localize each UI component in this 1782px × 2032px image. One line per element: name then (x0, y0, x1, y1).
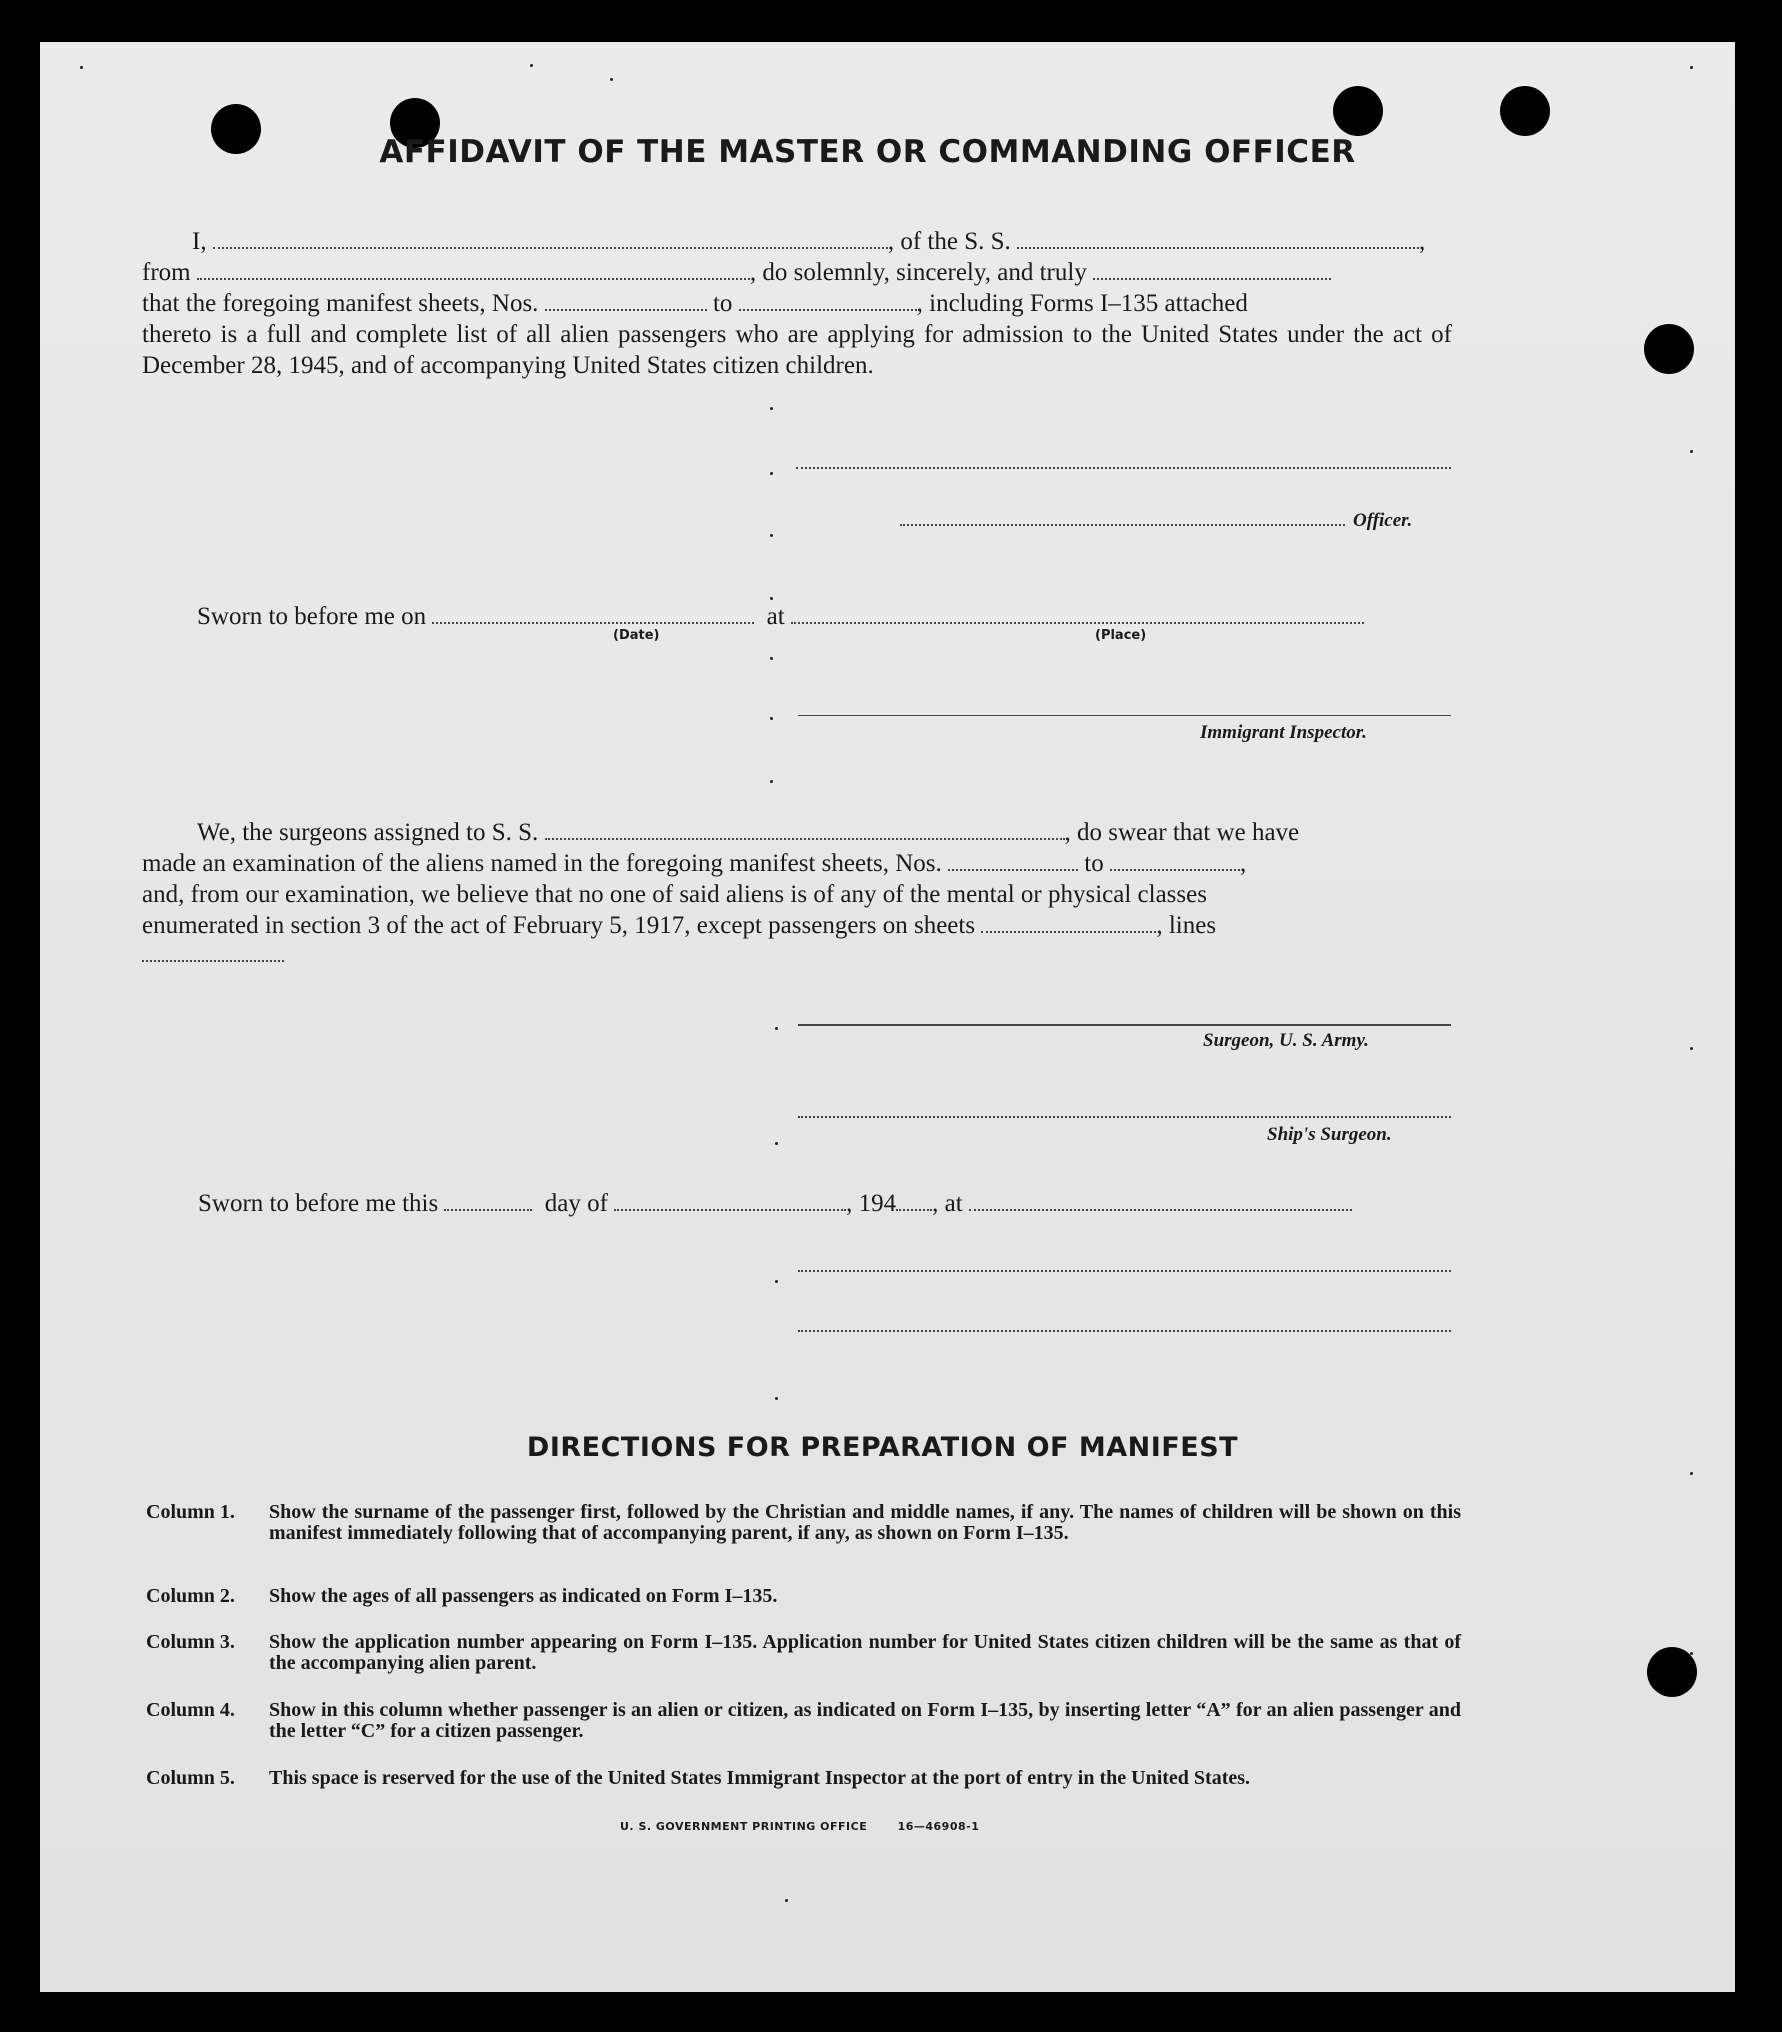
direction-text: Show the application number appearing on Form I–135. Application number for United States citizen children will be the same as that of the accompanying alien parent. (269, 1631, 1461, 1674)
text: Sworn to before me on (197, 603, 427, 630)
place-caption: (Place) (1095, 628, 1147, 643)
dust-speck (1690, 1652, 1693, 1655)
army-surgeon-label: Surgeon, U. S. Army. (1203, 1030, 1369, 1051)
text: , (1419, 228, 1426, 255)
text: enumerated in section 3 of the act of February 5, 1917, except passengers on sheets (142, 912, 976, 939)
dust-speck (785, 1899, 788, 1902)
dust-speck (770, 780, 773, 783)
dust-speck (1690, 450, 1693, 453)
ships-surgeon-label: Ship's Surgeon. (1267, 1124, 1392, 1145)
printer-name: U. S. GOVERNMENT PRINTING OFFICE (620, 1820, 868, 1833)
officer-name-line[interactable] (900, 524, 1345, 526)
sworn-line-1 (197, 601, 1364, 632)
dust-speck (775, 1027, 778, 1030)
signature-line[interactable] (798, 1270, 1451, 1272)
direction-label: Column 1. (146, 1501, 235, 1523)
direction-text: Show in this column whether passenger is an alien or citizen, as indicated on Form I–135, by inserting letter “A” for an alien passenger and the letter “C” for a citizen passenger. (269, 1699, 1461, 1742)
dust-speck (80, 66, 83, 69)
officer-label: Officer. (1353, 510, 1413, 531)
dust-speck (1690, 1472, 1693, 1475)
inspector-signature-line[interactable] (798, 715, 1451, 716)
sworn-line-2 (198, 1188, 1352, 1219)
sworn-month-field[interactable] (614, 1189, 846, 1211)
text: made an examination of the aliens named in the foregoing manifest sheets, Nos. (142, 850, 942, 877)
surgeons-line-2 (142, 848, 1246, 879)
dust-speck (770, 407, 773, 410)
exam-sheet-from-field[interactable] (948, 849, 1078, 871)
direction-item (146, 1700, 1461, 1742)
signature-line[interactable] (798, 1330, 1451, 1332)
text: at (766, 603, 785, 630)
sworn-day-field[interactable] (444, 1189, 532, 1211)
affidavit-line-2 (142, 257, 1331, 288)
surgeons-line-1 (197, 817, 1299, 848)
oath-field[interactable] (1093, 258, 1331, 280)
directions-title: DIRECTIONS FOR PREPARATION OF MANIFEST (526, 1432, 1239, 1463)
text: , do swear that we have (1064, 819, 1300, 846)
sworn-place-field[interactable] (791, 602, 1364, 624)
sheet-to-field[interactable] (739, 289, 917, 311)
date-caption: (Date) (613, 628, 660, 643)
text: day of (544, 1190, 608, 1217)
dust-speck (770, 534, 773, 537)
text: to (712, 290, 733, 317)
punch-hole (1644, 324, 1694, 374)
text: , 194 (846, 1190, 897, 1217)
direction-item (146, 1502, 1461, 1544)
text: to (1084, 850, 1104, 877)
dust-speck (1690, 1047, 1693, 1050)
punch-hole (1500, 86, 1550, 136)
sworn-date-field[interactable] (432, 602, 754, 624)
form-code: 16—46908-1 (897, 1820, 980, 1833)
dust-speck (770, 657, 773, 660)
direction-label: Column 3. (146, 1631, 235, 1653)
text: Sworn to before me this (198, 1190, 439, 1217)
dust-speck (610, 78, 613, 81)
ships-surgeon-signature-line[interactable] (798, 1116, 1451, 1118)
dust-speck (775, 1142, 778, 1145)
sworn-location-field[interactable] (969, 1189, 1352, 1211)
affidavit-line-3 (142, 288, 1248, 319)
form-page (40, 42, 1735, 1992)
sworn-year-field[interactable] (896, 1189, 932, 1211)
exam-sheet-to-field[interactable] (1110, 849, 1240, 871)
printer-imprint (620, 1820, 979, 1833)
signature-line[interactable] (796, 467, 1451, 469)
punch-hole (1333, 86, 1383, 136)
direction-item (146, 1768, 1461, 1789)
affidavit-body: thereto is a full and complete list of all alien passengers who are applying for admission to the United States under the act of December 28, 1945, and of accompanying United States citizen children. (142, 321, 1452, 379)
ship-name-field[interactable] (1017, 227, 1419, 249)
surgeons-line-3: and, from our examination, we believe that no one of said aliens is of any of the mental or physical classes (142, 881, 1207, 908)
text: I, (192, 228, 207, 255)
dust-speck (770, 472, 773, 475)
from-port-field[interactable] (197, 258, 750, 280)
surgeons-ship-field[interactable] (545, 818, 1065, 840)
dust-speck (530, 64, 533, 67)
dust-speck (1690, 66, 1693, 69)
affidavit-line-1 (192, 226, 1425, 257)
exception-sheets-field[interactable] (981, 911, 1156, 933)
text: , lines (1156, 912, 1217, 939)
text: , of the S. S. (887, 228, 1011, 255)
form-title: AFFIDAVIT OF THE MASTER OR COMMANDING OFFICER (379, 134, 1356, 170)
direction-text: Show the surname of the passenger first, followed by the Christian and middle names, if any. The names of children will be shown on this manifest immediately following that of accompanying parent, if any, as shown on Form I–135. (269, 1501, 1461, 1544)
master-name-field[interactable] (213, 227, 888, 249)
dust-speck (770, 597, 773, 600)
text: , do solemnly, sincerely, and truly (749, 259, 1087, 286)
army-surgeon-signature-line[interactable] (798, 1024, 1451, 1026)
text: , (1239, 850, 1247, 877)
text: that the foregoing manifest sheets, Nos. (142, 290, 539, 317)
inspector-label: Immigrant Inspector. (1200, 722, 1367, 743)
direction-label: Column 2. (146, 1585, 235, 1607)
direction-label: Column 4. (146, 1699, 235, 1721)
dust-speck (770, 717, 773, 720)
sheet-from-field[interactable] (545, 289, 707, 311)
exception-lines-field[interactable] (142, 960, 284, 962)
text: from (142, 259, 191, 286)
text: We, the surgeons assigned to S. S. (197, 819, 539, 846)
surgeons-line-4 (142, 910, 1216, 941)
text: , including Forms I–135 attached (916, 290, 1248, 317)
direction-text: This space is reserved for the use of the United States Immigrant Inspector at the port of entry in the United States. (269, 1767, 1251, 1789)
direction-text: Show the ages of all passengers as indicated on Form I–135. (269, 1585, 778, 1607)
direction-item (146, 1586, 1461, 1607)
dust-speck (775, 1397, 778, 1400)
direction-label: Column 5. (146, 1767, 235, 1789)
dust-speck (775, 1280, 778, 1283)
text: , at (932, 1190, 963, 1217)
direction-item (146, 1632, 1461, 1674)
